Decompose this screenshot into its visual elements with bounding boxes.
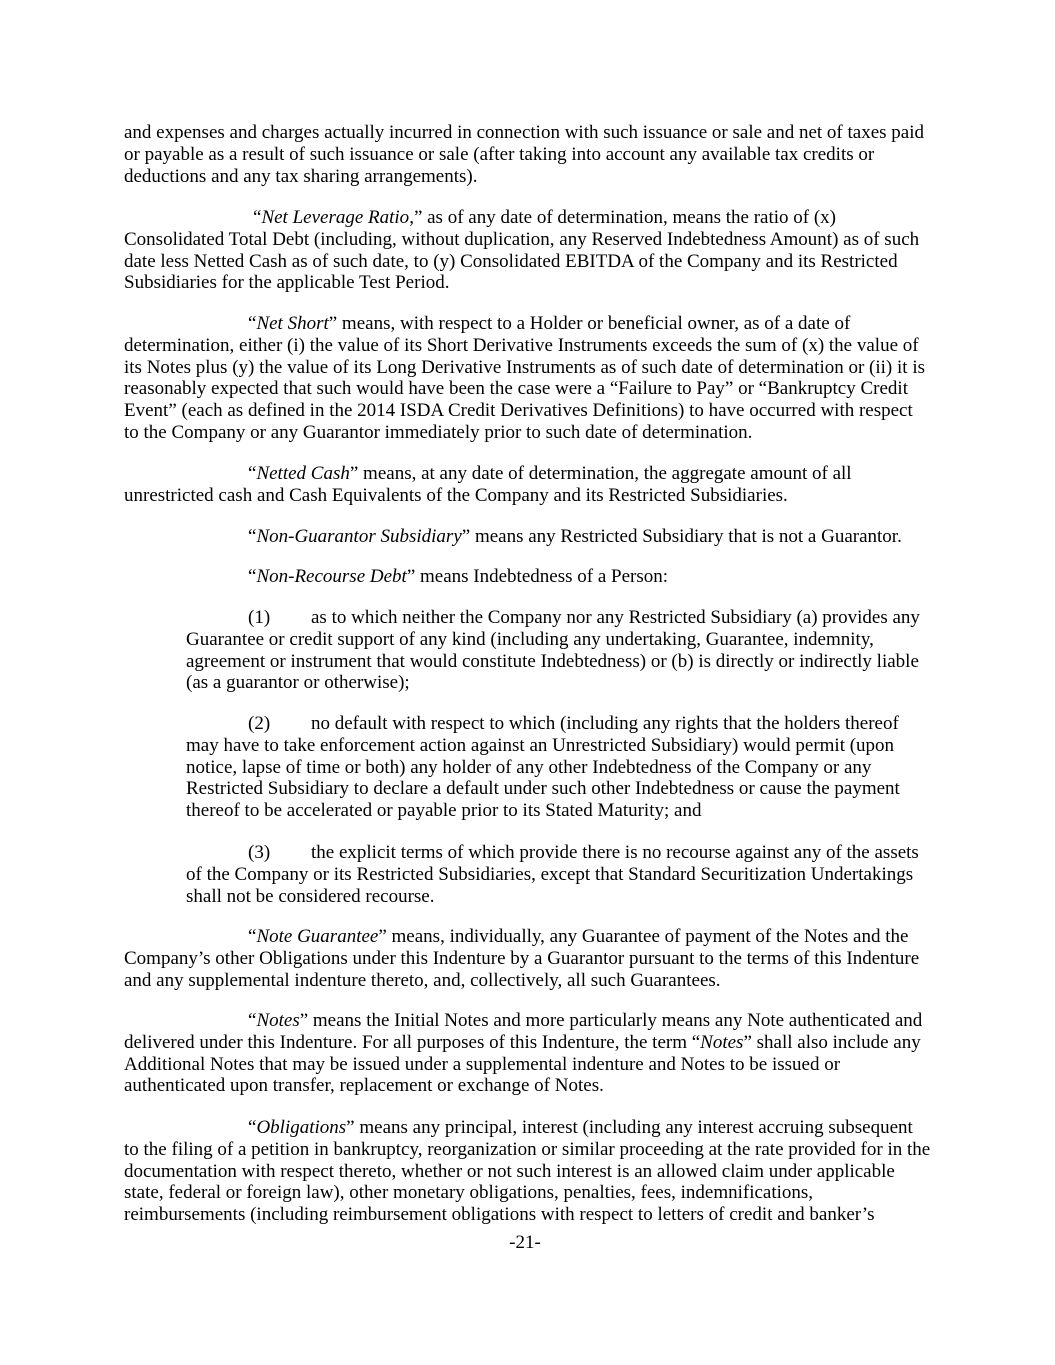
definition-first-line	[124, 1117, 930, 1139]
definition-lead-text: ” means, with respect to a Holder or beneficial owner, as of a date of	[328, 313, 851, 334]
text-line: agreement or instrument that would constitute Indebtedness) or (b) is directly or indirectly liable	[186, 650, 919, 672]
definition-lead-text: ” means any principal, interest (including any interest accruing subsequent	[346, 1117, 913, 1138]
definition-lead-text: ” means, individually, any Guarantee of payment of the Notes and the	[378, 926, 909, 947]
definition-notes	[124, 1010, 922, 1097]
clause-first-line	[186, 607, 919, 629]
text-line: Consolidated Total Debt (including, without duplication, any Reserved Indebtedness Amount) as of such	[124, 228, 920, 250]
defined-term: Non-Recourse Debt	[256, 566, 407, 587]
text-line: Subsidiaries for the applicable Test Period.	[124, 272, 450, 294]
defined-term: Non-Guarantor Subsidiary	[256, 526, 462, 547]
open-quote: “	[248, 313, 257, 334]
clause-lead-text: no default with respect to which (including any rights that the holders thereof	[311, 713, 899, 734]
definition-netted-cash	[124, 463, 852, 507]
text-segment: ” shall also include any	[743, 1031, 921, 1053]
definition-non-guarantor-subsidiary	[124, 526, 902, 548]
defined-term: Net Leverage Ratio	[261, 207, 410, 228]
text-line: reimbursements (including reimbursement obligations with respect to letters of credit and banker’s	[124, 1204, 875, 1226]
clause-first-line	[186, 713, 900, 735]
definition-first-line	[124, 313, 925, 335]
text-segment: delivered under this Indenture. For all purposes of this Indenture, the term “	[124, 1031, 701, 1053]
definition-lead-text: ,” as of any date of determination, means the ratio of (x)	[409, 207, 837, 228]
text-line: may have to take enforcement action against an Unrestricted Subsidiary) would permit (upon	[186, 734, 895, 756]
text-line: date less Netted Cash as of such date, to (y) Consolidated EBITDA of the Company and its Restricted	[124, 250, 898, 272]
definition-lead-text: ” means the Initial Notes and more particularly means any Note authenticated and	[299, 1010, 923, 1031]
defined-term: Obligations	[256, 1117, 347, 1138]
definition-non-recourse-debt	[124, 566, 668, 588]
definition-first-line	[124, 566, 668, 588]
definition-net-leverage-ratio	[124, 207, 919, 294]
text-line: Restricted Subsidiary to declare a default under such other Indebtedness or cause the payment	[186, 778, 900, 800]
defined-term: Note Guarantee	[256, 926, 379, 947]
open-quote: “	[248, 1117, 257, 1138]
clause-1	[186, 607, 919, 694]
text-line: and any supplemental indenture thereto, and, collectively, all such Guarantees.	[124, 969, 721, 991]
intro-paragraph	[124, 122, 924, 187]
definition-lead-text: ” means any Restricted Subsidiary that is not a Guarantor.	[461, 526, 902, 547]
text-line: thereof to be accelerated or payable prior to its Stated Maturity; and	[186, 800, 702, 822]
open-quote: “	[248, 566, 257, 587]
text-line: Company’s other Obligations under this Indenture by a Guarantor pursuant to the terms of this Indenture	[124, 947, 920, 969]
definition-lead-text: ” means, at any date of determination, the aggregate amount of all	[349, 463, 852, 484]
defined-term: Notes	[256, 1010, 300, 1031]
text-line: Event” (each as defined in the 2014 ISDA Credit Derivatives Definitions) to have occurred with respect	[124, 400, 913, 422]
open-quote: “	[248, 1010, 257, 1031]
clause-3	[186, 842, 919, 907]
page-number: -21-	[509, 1232, 541, 1253]
text-line: unrestricted cash and Cash Equivalents of the Company and its Restricted Subsidiaries.	[124, 484, 788, 506]
text-line: or payable as a result of such issuance or sale (after taking into account any available tax credits or	[124, 143, 875, 165]
definition-first-line	[124, 207, 919, 229]
text-line: notice, lapse of time or both) any holder of any other Indebtedness of the Company or any	[186, 756, 872, 778]
text-line: of the Company or its Restricted Subsidiaries, except that Standard Securitization Undertakings	[186, 863, 914, 885]
clause-number: (3)	[248, 842, 271, 863]
definition-first-line	[124, 926, 919, 948]
defined-term: Netted Cash	[256, 463, 350, 484]
text-line: to the filing of a petition in bankruptcy, reorganization or similar proceeding at the rate provided for in the	[124, 1138, 931, 1160]
clause-first-line	[186, 842, 919, 864]
text-line: shall not be considered recourse.	[186, 885, 435, 907]
definition-first-line	[124, 1010, 922, 1032]
definition-obligations	[124, 1117, 930, 1226]
text-line: documentation with respect thereto, whether or not such interest is an allowed claim under applicable	[124, 1160, 895, 1182]
clause-number: (1)	[248, 607, 271, 628]
clause-number: (2)	[248, 713, 271, 734]
text-line: authenticated upon transfer, replacement or exchange of Notes.	[124, 1075, 604, 1097]
text-line: and expenses and charges actually incurred in connection with such issuance or sale and net of taxes paid	[124, 122, 925, 143]
text-line: Additional Notes that may be issued under a supplemental indenture and Notes to be issued or	[124, 1053, 841, 1075]
open-quote: “	[253, 207, 262, 228]
text-line: deductions and any tax sharing arrangements).	[124, 165, 478, 187]
text-line: (as a guarantor or otherwise);	[186, 672, 410, 694]
clause-2	[186, 713, 900, 822]
defined-term-reference: Notes	[700, 1031, 744, 1053]
definition-net-short	[124, 313, 925, 444]
open-quote: “	[248, 526, 257, 547]
text-line: to the Company or any Guarantor immediately prior to such date of determination.	[124, 421, 753, 443]
clause-lead-text: the explicit terms of which provide there is no recourse against any of the assets	[311, 842, 919, 863]
definition-first-line	[124, 526, 902, 548]
text-line: reasonably expected that such would have been the case were a “Failure to Pay” or “Bankruptcy Credit	[124, 378, 908, 400]
defined-term: Net Short	[256, 313, 329, 334]
definition-first-line	[124, 463, 852, 485]
open-quote: “	[248, 926, 257, 947]
definition-lead-text: ” means Indebtedness of a Person:	[406, 566, 669, 587]
text-line	[124, 1032, 922, 1054]
definition-note-guarantee	[124, 926, 919, 991]
text-line: Guarantee or credit support of any kind (including any undertaking, Guarantee, indemnity,	[186, 628, 874, 650]
clause-lead-text: as to which neither the Company nor any Restricted Subsidiary (a) provides any	[311, 607, 920, 628]
text-line: determination, either (i) the value of its Short Derivative Instruments exceeds the sum of (x) the value of	[124, 334, 919, 356]
text-line: state, federal or foreign law), other monetary obligations, penalties, fees, indemnifications,	[124, 1182, 814, 1204]
text-line: its Notes plus (y) the value of its Long Derivative Instruments as of such date of determination or (ii) it is	[124, 356, 925, 378]
open-quote: “	[248, 463, 257, 484]
